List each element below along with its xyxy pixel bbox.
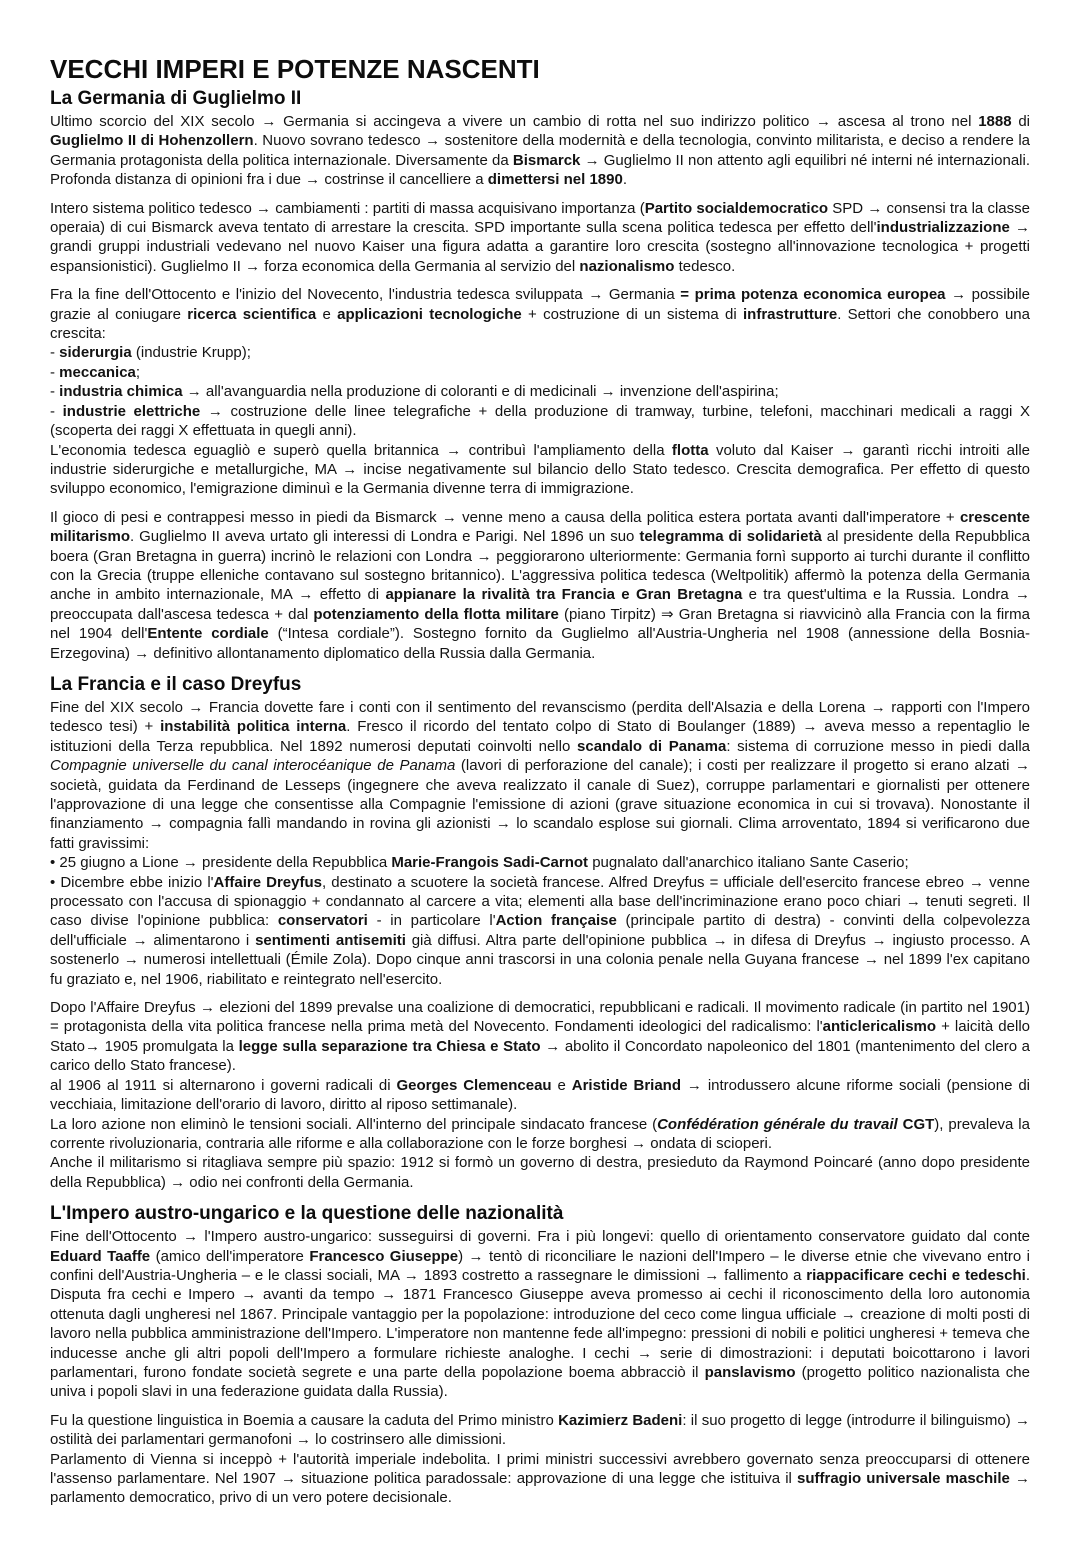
text-run: -	[50, 402, 63, 420]
text-run: -	[50, 363, 60, 381]
emphasized-text: industrializzazione	[876, 219, 1010, 237]
text-run: . Disputa fra cechi e Impero → avanti da tempo → 1871 Francesco Giuseppe aveva promesso ai cechi il riconoscimento della loro autonomia ottenuta dagli ungheresi nel 1867. Principale vantaggio per la popolazione: introduzione del ceco come lingua ufficiale → creazione di molti posti di lavoro nella pubblica amministrazione dell'Impero. L'imperatore non mantenne fede all'impegno: pressioni di nobili e politici ungheresi + temeva che inducesse anche gli altri popoli dell'Impero a formulare richieste analoghe. I cechi → serie di dimostrazioni: i deputati boicottarono i lavori parlamentari, furono fondate società segrete e una parte della popolazione boema abbracciò il	[50, 1266, 1030, 1381]
text-run: (amico dell'imperatore	[150, 1247, 310, 1265]
section-heading	[50, 1203, 1030, 1225]
text-run: pugnalato dall'anarchico italiano Sante Caserio;	[588, 854, 909, 872]
emphasized-text: industrie elettriche	[62, 402, 201, 420]
text-run: e	[316, 305, 338, 323]
text-run: -	[50, 344, 60, 362]
emphasized-text: appianare la rivalità tra Francia e Gran Bretagna	[385, 586, 743, 604]
emphasized-text: meccanica	[59, 363, 136, 381]
paragraph	[50, 508, 1030, 663]
emphasized-text: Francesco Giuseppe	[309, 1247, 459, 1265]
paragraph	[50, 1076, 1030, 1115]
paragraph	[50, 199, 1030, 277]
text-run: Il gioco di pesi e contrappesi messo in piedi da Bismarck → venne meno a causa della politica estera portata avanti dall'imperatore +	[50, 508, 960, 526]
text-run: Anche il militarismo si ritagliava sempre più spazio: 1912 si formò un governo di destra, presieduto da Raymond Poincaré (anno dopo presidente della Repubblica) → odio nei confronti della Germania.	[50, 1154, 1030, 1191]
text-run: → Guglielmo II non attento agli equilibri né interni né internazionali. Profonda distanza di opinioni fra i due → costrinse il cancelliere a	[50, 151, 1030, 189]
text-run: → grandi gruppi industriali vedevano nel nuovo Kaiser una figura adatta a garantire loro crescita (sostegno all'innovazione tecnologica + progetti espansionistici). Guglielmo II → forza economica della Germania al servizio del	[50, 219, 1030, 275]
text-run: . Settori che conobbero una crescita:	[50, 305, 1030, 343]
emphasized-text: Confédération générale du travail	[657, 1115, 898, 1133]
text-run: . Fresco il ricordo del tentato colpo di Stato di Boulanger (1889) → aveva messo a repentaglio le istituzioni della Terza repubblica. Nel 1892 numerosi deputati coinvolti nello	[50, 718, 1030, 755]
emphasized-text: suffragio universale maschile	[797, 1470, 1010, 1487]
paragraph	[50, 402, 1030, 441]
text-run: , destinato a scuotere la società francese. Alfred Dreyfus = ufficiale dell'esercito francese ebreo → venne processato con l'accusa di spionaggio + condannato al carcere a vita; elementi alla base dell'incriminazione erano poco chiari → tenuti segreti. Il caso divise l'opinione pubblica:	[50, 873, 1030, 930]
emphasized-text: = prima potenza economica europea	[680, 286, 946, 304]
text-run: → abolito il Concordato napoleonico del 1801 (mantenimento del clero a carico dello Stato francese).	[50, 1037, 1030, 1075]
paragraph	[50, 1153, 1030, 1192]
paragraph	[50, 873, 1030, 989]
text-run: SPD → consensi tra la classe operaia) di cui Bismarck aveva tentato di arrestare la crescita. SPD importante sulla scena politica tedesca per effetto dell'	[50, 199, 1030, 237]
text-run: → possibile grazie al coniugare	[50, 286, 1030, 323]
paragraph	[50, 441, 1030, 499]
emphasized-text: Georges Clemenceau	[396, 1076, 552, 1094]
text-run: (“Intesa cordiale”). Sostegno fornito da Guglielmo all'Austria-Ungheria nel 1908 (annessione della Bosnia-Erzegovina) → definitivo allontanamento diplomatico della Russia dalla Germania.	[50, 625, 1031, 662]
text-run: Dopo l'Affaire Dreyfus → elezioni del 1899 prevalse una coalizione di democratici, repubblicani e radicali. Il movimento radicale (in partito nel 1901) = protagonista della vita politica francese nella prima metà del Novecento. Fondamenti ideologici del radicalismo: l'	[50, 999, 1030, 1036]
text-run: → introdussero alcune riforme sociali (pensione di vecchiaia, limitazione dell'orario di lavoro, diritto al riposo settimanale).	[50, 1076, 1030, 1114]
emphasized-text: Aristide Briand	[571, 1076, 682, 1094]
text-run: di	[1011, 113, 1031, 130]
emphasized-text: flotta	[671, 441, 709, 459]
text-run: Parlamento di Vienna si inceppò + l'autorità imperiale indebolita. I primi ministri successivi avrebbero governato senza preoccuparsi di ottenere l'assenso parlamentare. Nel 1907 → situazione politica paradossale: approvazione di una legge che istituiva il	[50, 1450, 1030, 1487]
emphasized-text: anticlericalismo	[822, 1018, 937, 1036]
paragraph	[50, 1411, 1030, 1450]
text-run: • 25 giugno a Lione → presidente della Repubblica	[50, 854, 392, 872]
emphasized-text: crescente militarismo	[50, 508, 1030, 546]
emphasized-text: legge sulla separazione tra Chiesa e Stato	[238, 1037, 541, 1055]
text-run: • Dicembre ebbe inizio l'	[50, 873, 214, 891]
paragraph	[50, 285, 1030, 343]
text-run: La loro azione non eliminò le tensioni sociali. All'interno del principale sindacato francese (	[50, 1115, 658, 1133]
emphasized-text: Entente cordiale	[147, 625, 269, 643]
emphasized-text: sentimenti antisemiti	[255, 931, 406, 949]
text-run: ;	[135, 363, 141, 381]
text-run: + costruzione di un sistema di	[521, 305, 743, 323]
text-run: già diffusi. Altra parte dell'opinione pubblica → in difesa di Dreyfus → ingiusto processo. A sostenerlo → numerosi intellettuali (Émile Zola). Dopo cinque anni trascorsi in una colonia penale nella Guyana francese → nel 1899 l'ex capitano fu graziato e, nel 1906, riabilitato e reintegrato nell'esercito.	[50, 931, 1030, 988]
text-run: L'economia tedesca eguagliò e superò quella britannica → contribuì l'ampliamento della	[50, 441, 672, 459]
emphasized-text: 1888	[978, 113, 1012, 130]
text-run: La Germania di Guglielmo II	[50, 88, 302, 109]
emphasized-text: instabilità politica interna	[160, 718, 347, 736]
text-run: Fu la questione linguistica in Boemia a causare la caduta del Primo ministro	[50, 1411, 559, 1429]
text-run: - in particolare l'	[367, 912, 496, 930]
paragraph	[50, 998, 1030, 1076]
text-run: (lavori di perforazione del canale); i costi per realizzare il progetto si erano alzati → società, guidata da Ferdinand de Lesseps (ingegnere che aveva realizzato il canale di Suez), corruppe parlamentari e giornalisti per ottenere l'approvazione di una legge che consentisse alla Compagnie l'emissione di azioni (grave situazione economica in cui si trovava). Nonostante il finanziamento → compagnia fallì mandando in rovina gli azionisti → lo scandalo esplose sui giornali. Clima arroventato, 1894 si verificarono due fatti gravissimi:	[50, 757, 1031, 852]
emphasized-text: dimettersi nel 1890	[487, 171, 623, 189]
emphasized-text: infrastrutture	[743, 305, 838, 323]
text-run: VECCHI IMPERI E POTENZE NASCENTI	[50, 54, 540, 84]
text-run: → parlamento democratico, privo di un vero potere decisionale.	[50, 1470, 1030, 1507]
emphasized-text: Bismarck	[512, 151, 581, 169]
paragraph	[50, 1115, 1030, 1154]
text-run: (piano Tirpitz) ⇒ Gran Bretagna si riavvicinò alla Francia con la firma nel 1904 dell'	[50, 605, 1031, 643]
emphasized-text: conservatori	[277, 912, 368, 930]
emphasized-text: CGT	[897, 1115, 935, 1133]
text-run: Ultimo scorcio del XIX secolo → Germania si accingeva a vivere un cambio di rotta nel suo indirizzo politico → ascesa al trono nel	[50, 113, 979, 130]
text-run: La Francia e il caso Dreyfus	[50, 673, 302, 695]
text-run: Fine del XIX secolo → Francia dovette fare i conti con il sentimento del revanscismo (perdita dell'Alsazia e della Lorena → rapporti con l'Impero tedesco tesi) +	[50, 698, 1030, 736]
text-run: (principale partito di destra) - convinti della colpevolezza dell'ufficiale → alimentarono i	[50, 912, 1030, 949]
paragraph	[50, 1450, 1030, 1508]
text-run: e	[551, 1076, 572, 1094]
document-content	[50, 54, 1030, 1508]
text-run: : sistema di corruzione messo in piedi dalla	[726, 737, 1031, 755]
emphasized-text: Affaire Dreyfus	[213, 873, 322, 891]
text-run: Fra la fine dell'Ottocento e l'inizio del Novecento, l'industria tedesca sviluppata → Germania	[50, 286, 681, 304]
emphasized-text: Eduard Taaffe	[50, 1247, 151, 1265]
paragraph	[50, 853, 1030, 872]
paragraph	[50, 1227, 1030, 1402]
text-run: . Guglielmo II aveva urtato gli interessi di Londra e Parigi. Nel 1896 un suo	[130, 528, 640, 546]
text-run: al 1906 al 1911 si alternarono i governi radicali di	[50, 1076, 397, 1094]
emphasized-text: riappacificare cechi e tedeschi	[806, 1266, 1026, 1284]
text-run: e tra quest'ultima e la Russia. Londra → preoccupata dall'ascesa tedesca + dal	[50, 586, 1031, 623]
emphasized-text: industria chimica	[59, 383, 183, 401]
emphasized-text: Compagnie universelle du canal interocéanique de Panama	[50, 757, 456, 775]
document-title	[50, 54, 1030, 85]
text-run: (progetto politico nazionalista che univa i popoli slavi in una federazione guidata dalla Russia).	[50, 1363, 1030, 1401]
emphasized-text: applicazioni tecnologiche	[337, 305, 522, 323]
text-run: → all'avanguardia nella produzione di coloranti e di medicinali → invenzione dell'aspirina;	[182, 383, 779, 401]
text-run: + laicità dello Stato→ 1905 promulgata la	[50, 1018, 1030, 1055]
text-run: ), prevaleva la corrente rivoluzionaria, contraria alle riforme e alla collaborazione con le forze borghesi → ondata di scioperi.	[50, 1115, 1030, 1152]
paragraph	[50, 343, 1030, 362]
emphasized-text: ricerca scientifica	[187, 305, 317, 323]
text-run: tedesco.	[674, 257, 736, 275]
text-run: L'Impero austro-ungarico e la questione delle nazionalità	[50, 1203, 564, 1225]
text-run: → costruzione delle linee telegrafiche + della produzione di tramway, turbine, telefoni, macchinari medicali a raggi X (scoperta dei raggi X effettuata in quegli anni).	[50, 402, 1030, 440]
text-run: ) → tentò di riconciliare le nazioni dell'Impero – le diverse etnie che vivevano entro i confini dell'Austria-Ungheria – e le classi sociali, MA → 1893 costretto a rassegnare le dimissioni → fallimento a	[50, 1247, 1031, 1284]
emphasized-text: nazionalismo	[579, 257, 675, 275]
paragraph	[50, 112, 1030, 190]
text-run: voluto dal Kaiser → garantì ricchi introiti alle industrie siderurgiche e metallurgiche, MA → incise negativamente sul bilancio dello Stato tedesco. Crescita demografica. Per effetto di questo sviluppo economico, l'emigrazione diminuì e la Germania divenne terra di immigrazione.	[50, 441, 1031, 498]
emphasized-text: Partito socialdemocratico	[644, 199, 829, 217]
text-run: Intero sistema politico tedesco → cambiamenti : partiti di massa acquisivano importanza (	[50, 199, 645, 217]
emphasized-text: panslavismo	[704, 1363, 796, 1381]
text-run: Fine dell'Ottocento → l'Impero austro-ungarico: susseguirsi di governi. Fra i più longevi: quello di orientamento conservatore guidato dal conte	[50, 1228, 1030, 1246]
emphasized-text: Guglielmo II di Hohenzollern	[50, 132, 254, 150]
paragraph	[50, 363, 1030, 382]
section-heading	[50, 674, 1030, 696]
emphasized-text: Marie-Frangois Sadi-Carnot	[391, 854, 589, 872]
text-run: (industrie Krupp);	[131, 344, 251, 362]
section-heading	[50, 88, 1030, 110]
emphasized-text: scandalo di Panama	[577, 737, 727, 755]
text-run: : il suo progetto di legge (introdurre il bilinguismo) → ostilità dei parlamentari germanofoni → lo costrinsero alle dimissioni.	[50, 1411, 1030, 1449]
emphasized-text: Kazimierz Badeni	[558, 1411, 683, 1429]
emphasized-text: Action française	[495, 912, 617, 930]
emphasized-text: siderurgia	[59, 344, 132, 362]
text-run: .	[622, 171, 627, 189]
paragraph	[50, 382, 1030, 401]
paragraph	[50, 698, 1030, 853]
text-run: -	[50, 383, 60, 401]
text-run: al presidente della Repubblica boera (Gran Bretagna in guerra) incrinò le relazioni con Londra → peggiorarono ulteriormente: Germania fornì supporto ai turchi durante il conflitto con la Grecia (truppe elleniche contavano sul sostegno britannico). L'aggressiva politica tedesca (Weltpolitik) affermò la potenza della Germania anche in ambito internazionale, MA → effetto di	[50, 528, 1031, 604]
emphasized-text: potenziamento della flotta militare	[313, 605, 559, 623]
text-run: . Nuovo sovrano tedesco → sostenitore della modernità e della tecnologia, convinto militarista, e deciso a rendere la Germania protagonista della politica internazionale. Diversamente da	[50, 132, 1030, 169]
emphasized-text: telegramma di solidarietà	[639, 528, 822, 546]
